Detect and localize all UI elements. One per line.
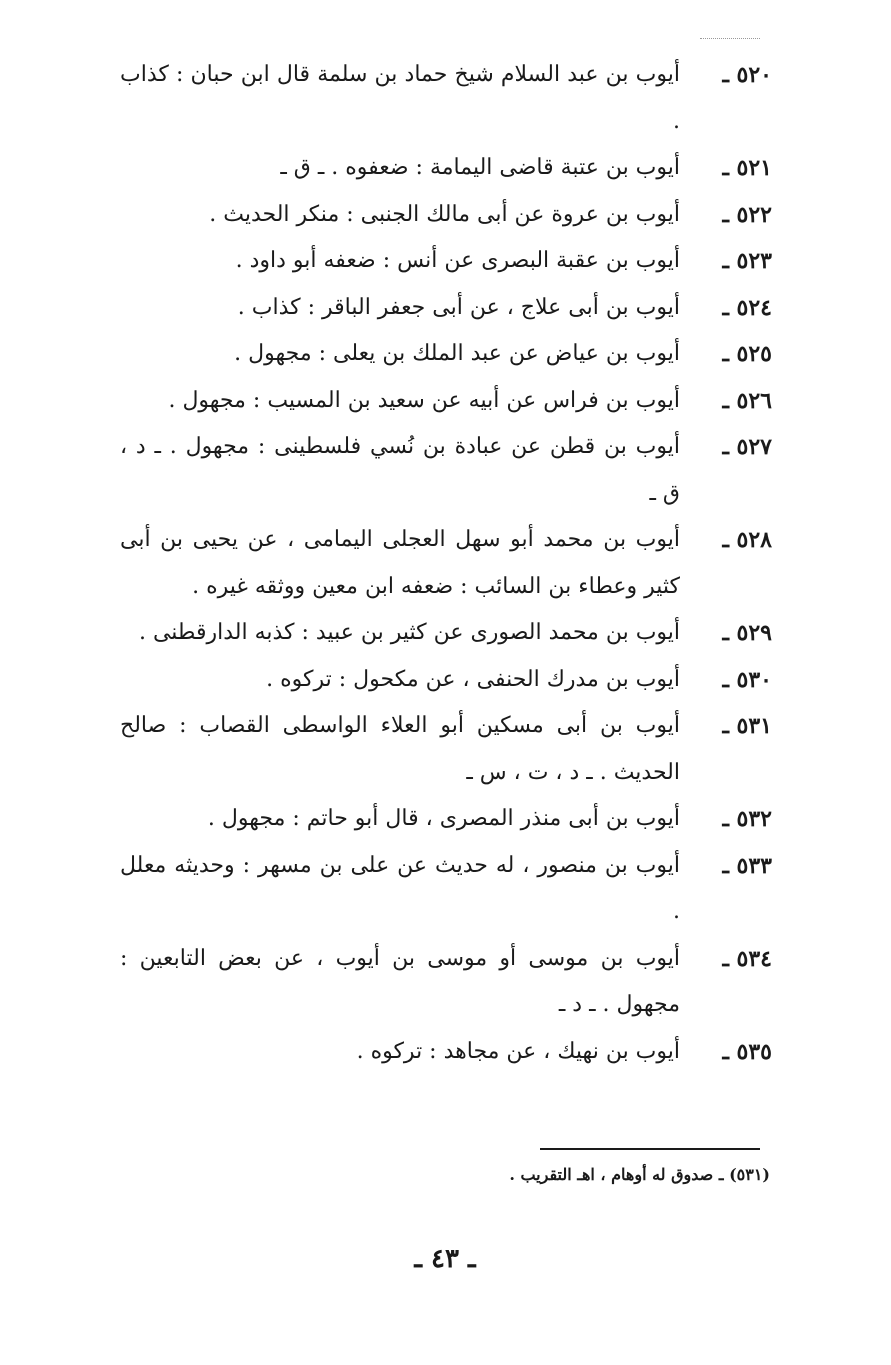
list-item [120,378,772,425]
entry-number: ٥٢٠ ـ [722,62,772,88]
entry-number: ٥٢٤ ـ [722,294,772,321]
entry-number: ٥٣١ ـ [722,713,772,739]
entry-number: ٥٣٤ ـ [722,945,772,972]
entry-text: أيوب بن أبى علاج ، عن أبى جعفر الباقر : كذاب . [237,294,680,320]
list-item [120,796,772,843]
entry-number: ٥٢٢ ـ [722,201,772,228]
entry-number: ٥٢٥ ـ [722,341,772,367]
entry-text: أيوب بن مدرك الحنفى ، عن مكحول : تركوه . [266,666,680,692]
entry-number: ٥٢١ ـ [722,155,772,181]
entry-text: أيوب بن موسى أو موسى بن أيوب ، عن بعض التابعين : مجهول . ـ د ـ [120,945,680,1017]
list-item [120,843,772,936]
entry-number: ٥٣٢ ـ [722,806,772,832]
list-item [120,238,772,285]
entry-text: أيوب بن محمد أبو سهل العجلى اليمامى ، عن يحيى بن أبى كثير وعطاء بن السائب : ضعفه ابن معين ووثقه غيره . [120,527,680,599]
list-item [120,145,772,192]
entry-text: أيوب بن منصور ، له حديث عن على بن مسهر : وحديثه معلل . [120,852,680,924]
list-item [120,285,772,332]
entry-number: ٥٢٣ ـ [722,248,772,274]
list-item [120,657,772,704]
entry-text: أيوب بن عتبة قاضى اليمامة : ضعفوه . ـ ق ـ [280,155,680,180]
list-item [120,517,772,610]
entry-text: أيوب بن فراس عن أبيه عن سعيد بن المسيب : مجهول . [168,387,680,413]
footnote: (٥٣١) ـ صدوق له أوهام ، اهـ التقريب . [509,1165,770,1184]
entry-number: ٥٣٥ ـ [722,1038,772,1065]
list-item [120,703,772,796]
entry-text: أيوب بن عقبة البصرى عن أنس : ضعفه أبو داود . [235,248,680,273]
scan-mark [700,38,760,39]
entry-text: أيوب بن عبد السلام شيخ حماد بن سلمة قال ابن حبان : كذاب . [120,62,680,134]
entry-number: ٥٣٣ ـ [722,852,772,879]
list-item [120,52,772,145]
entry-number: ٥٢٦ ـ [722,387,772,414]
entry-number: ٥٢٩ ـ [722,620,772,646]
entry-text: أيوب بن عروة عن أبى مالك الجنبى : منكر الحديث . [209,201,680,227]
entry-text: أيوب بن أبى مسكين أبو العلاء الواسطى القصاب : صالح الحديث . ـ د ، ت ، س ـ [120,713,680,785]
list-item [120,610,772,657]
entry-number: ٥٢٧ ـ [722,434,772,460]
entry-number: ٥٢٨ ـ [722,527,772,553]
footnote-divider [540,1148,760,1150]
page-number: ـ ٤٣ ـ [414,1244,476,1274]
entry-text: أيوب بن نهيك ، عن مجاهد : تركوه . [356,1038,680,1064]
entry-list [120,52,772,1075]
entry-text: أيوب بن عياض عن عبد الملك بن يعلى : مجهول . [234,341,680,366]
list-item [120,936,772,1029]
list-item [120,331,772,378]
list-item [120,424,772,517]
entry-text: أيوب بن قطن عن عبادة بن نُسي فلسطينى : مجهول . ـ د ، ق ـ [120,434,680,506]
list-item [120,192,772,239]
list-item [120,1029,772,1076]
entry-text: أيوب بن محمد الصورى عن كثير بن عبيد : كذبه الدارقطنى . [138,620,680,645]
entry-text: أيوب بن أبى منذر المصرى ، قال أبو حاتم : مجهول . [207,806,680,831]
entry-number: ٥٣٠ ـ [722,666,772,693]
